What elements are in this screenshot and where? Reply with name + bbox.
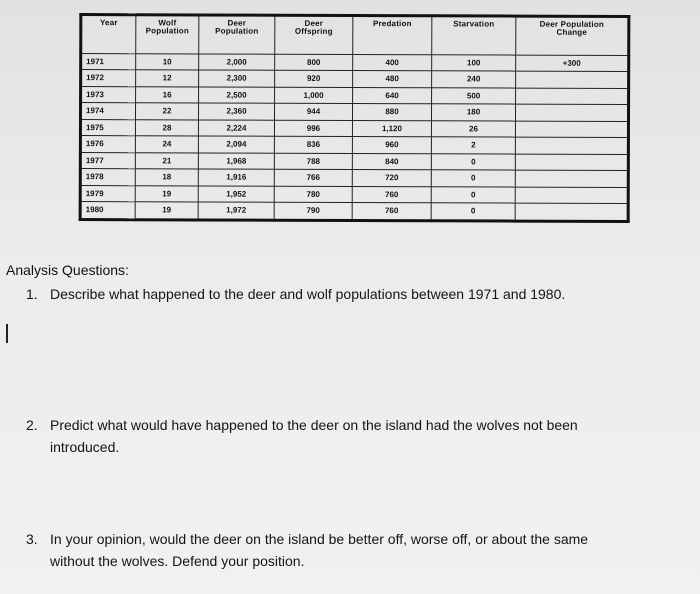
table-cell: 996 (274, 120, 352, 137)
question-text: Describe what happened to the deer and wolf populations between 1971 and 1980. (50, 286, 566, 302)
table-cell: 920 (275, 71, 353, 88)
column-header (199, 15, 275, 54)
table-cell: 788 (274, 153, 352, 170)
table-cell: 960 (352, 137, 431, 154)
table-cell: 28 (135, 120, 198, 137)
table-row (80, 136, 628, 154)
column-header-text: Change (556, 27, 588, 37)
table-cell: 2,360 (198, 103, 274, 120)
table-cell: 2,000 (199, 54, 275, 71)
column-header-text: Starvation (453, 19, 495, 29)
table-cell: 780 (274, 186, 352, 203)
table-row (81, 54, 629, 72)
question-text-line: introduced. (50, 439, 120, 455)
table-cell: 1,120 (352, 120, 431, 137)
table-header (81, 15, 629, 56)
table-row (80, 169, 628, 187)
table-cell: 720 (352, 170, 431, 187)
table-cell: 766 (274, 170, 352, 187)
table-cell: 944 (274, 104, 352, 121)
question-text (50, 528, 588, 572)
analysis-section (6, 262, 696, 278)
table-cell: 400 (353, 54, 432, 71)
table-cell: 836 (274, 137, 352, 154)
question-text-line: Predict what would have happened to the deer on the island had the wolves not been (50, 417, 578, 433)
question-2 (26, 414, 578, 458)
column-header-text: Deer (227, 18, 247, 28)
table-cell (515, 105, 628, 122)
table-cell: 1,968 (198, 153, 274, 170)
table-row (80, 103, 628, 121)
column-header (81, 15, 136, 54)
table-cell: 0 (431, 154, 515, 171)
table-cell: 500 (432, 88, 516, 105)
table-body (80, 54, 629, 222)
table-cell: 1971 (81, 54, 136, 71)
table-row (80, 185, 628, 203)
deer-wolf-data-table (79, 13, 631, 223)
table-row (80, 152, 628, 170)
table-row (80, 202, 628, 222)
table-cell: 1979 (80, 185, 135, 202)
column-header-text: Population (145, 26, 189, 36)
table-cell: 12 (136, 70, 199, 87)
column-header-text: Wolf (158, 18, 177, 28)
table-cell: 2,500 (199, 87, 275, 104)
table-cell: 21 (135, 153, 198, 170)
table-cell: 0 (431, 187, 515, 204)
table-cell: 18 (135, 169, 198, 186)
table-cell: 840 (352, 153, 431, 170)
question-1 (26, 283, 565, 305)
table-cell: 760 (352, 203, 431, 221)
table-cell: 1975 (80, 119, 135, 136)
table-cell: 16 (136, 87, 199, 104)
table-cell: 100 (432, 55, 516, 72)
table-cell (515, 137, 628, 154)
table-cell: 480 (353, 71, 432, 88)
table-row (81, 70, 629, 88)
table-cell (515, 203, 628, 221)
column-header-text: Offspring (294, 26, 333, 36)
column-header-text: Population (215, 26, 259, 36)
table-cell: 1976 (80, 136, 135, 153)
table-cell: 800 (275, 54, 353, 71)
header-row (81, 15, 629, 56)
question-3 (26, 528, 588, 572)
table-cell: 1,916 (198, 169, 274, 186)
table-cell: 1972 (81, 70, 136, 87)
table-cell: 1,000 (275, 87, 353, 104)
table-cell: 760 (352, 186, 431, 203)
column-header-text: Deer (304, 18, 324, 28)
table-cell: 1974 (80, 103, 135, 120)
table-cell: 0 (431, 170, 515, 187)
table-cell: +300 (516, 55, 629, 72)
table-cell: 880 (352, 104, 431, 121)
table-cell: 26 (431, 121, 515, 138)
table-row (80, 119, 628, 137)
table-cell: 0 (431, 203, 515, 221)
analysis-heading: Analysis Questions: (6, 262, 129, 278)
question-number: 1. (26, 286, 38, 302)
table-cell: 19 (135, 186, 198, 203)
table-cell: 2,094 (198, 136, 274, 153)
table-cell: 240 (432, 71, 516, 88)
table-cell (516, 88, 629, 105)
table-cell: 22 (135, 103, 198, 120)
table-cell: 24 (135, 136, 198, 153)
table-cell: 1,952 (198, 186, 274, 203)
column-header-text: Predation (372, 19, 412, 29)
column-header-text: Deer Population (539, 19, 605, 29)
column-header (275, 15, 353, 54)
table-cell (515, 121, 628, 138)
table-cell: 2 (431, 137, 515, 154)
column-header-text: Year (99, 18, 118, 28)
data-table-container (79, 13, 628, 223)
column-header (136, 15, 199, 54)
table-cell: 1973 (81, 87, 136, 104)
table-cell: 1977 (80, 152, 135, 169)
text-cursor (6, 324, 8, 343)
table-cell: 2,224 (198, 120, 274, 137)
table-cell: 640 (353, 87, 432, 104)
column-header (516, 16, 629, 55)
table-cell: 2,300 (199, 70, 275, 87)
column-header (432, 16, 516, 55)
table-cell: 1980 (80, 202, 135, 220)
table-cell (515, 187, 628, 204)
question-number: 3. (26, 531, 38, 547)
table-cell: 19 (135, 202, 198, 220)
table-row (81, 87, 629, 105)
table-cell: 790 (274, 203, 352, 221)
table-cell: 1978 (80, 169, 135, 186)
table-cell (515, 154, 628, 171)
question-number: 2. (26, 417, 38, 433)
question-text-line: without the wolves. Defend your position. (50, 553, 305, 569)
table-cell: 10 (136, 54, 199, 71)
question-text (50, 414, 578, 458)
column-header (353, 15, 432, 54)
table-cell (516, 72, 629, 89)
question-text-line: In your opinion, would the deer on the island be better off, worse off, or about the same (50, 531, 589, 547)
table-cell: 180 (431, 104, 515, 121)
table-cell (515, 170, 628, 187)
table-cell: 1,972 (198, 202, 274, 220)
